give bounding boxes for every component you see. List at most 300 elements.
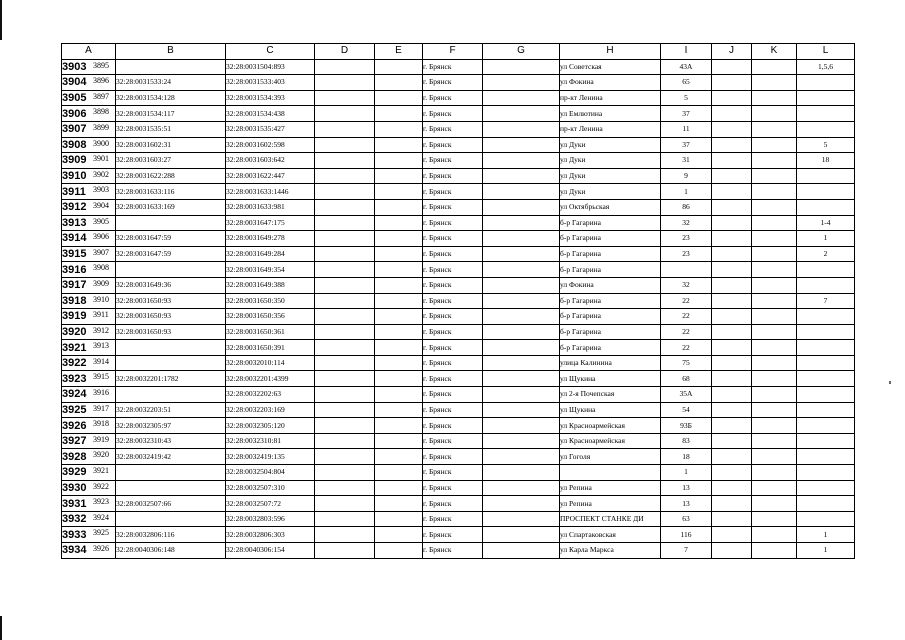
- cell-j: [712, 90, 752, 106]
- city-cell: г. Брянск: [423, 340, 483, 356]
- city-cell: г. Брянск: [423, 324, 483, 340]
- cadastral-number-c: 32:28:0032310:81: [226, 433, 315, 449]
- row-number: 3903: [62, 60, 87, 73]
- apartment-cell: [797, 106, 855, 122]
- table-row: [62, 231, 855, 247]
- table-row: [62, 340, 855, 356]
- house-number-cell: 18: [661, 449, 712, 465]
- cell-j: [712, 153, 752, 169]
- row-number-cell: [62, 246, 116, 262]
- cell-e: [375, 231, 423, 247]
- cell-d: [315, 309, 375, 325]
- cadastral-number-c: 32:28:0031602:598: [226, 137, 315, 153]
- cadastral-number-b: 32:28:0031533:24: [116, 75, 226, 91]
- apartment-cell: [797, 184, 855, 200]
- cadastral-number-b: 32:28:0031647:59: [116, 231, 226, 247]
- cell-e: [375, 137, 423, 153]
- street-cell: ул Щукина: [560, 371, 661, 387]
- cell-j: [712, 418, 752, 434]
- street-cell: б-р Гагарина: [560, 262, 661, 278]
- cadastral-number-b: 32:28:0031650:93: [116, 324, 226, 340]
- city-cell: г. Брянск: [423, 90, 483, 106]
- cell-k: [752, 106, 797, 122]
- table-row: [62, 277, 855, 293]
- street-cell: пр-кт Ленина: [560, 121, 661, 137]
- cell-g: [483, 496, 560, 512]
- row-number: 3910: [62, 170, 87, 183]
- street-cell: ул Фокина: [560, 277, 661, 293]
- cell-d: [315, 137, 375, 153]
- record-index: 3908: [93, 263, 109, 273]
- table-row: [62, 106, 855, 122]
- cell-d: [315, 387, 375, 403]
- cell-k: [752, 511, 797, 527]
- cell-e: [375, 168, 423, 184]
- row-number-cell: [62, 75, 116, 91]
- cadastral-number-b: 32:28:0031633:169: [116, 199, 226, 215]
- apartment-cell: [797, 418, 855, 434]
- row-number-cell: [62, 168, 116, 184]
- cell-g: [483, 293, 560, 309]
- apartment-cell: [797, 433, 855, 449]
- street-cell: б-р Гагарина: [560, 293, 661, 309]
- table-row: [62, 75, 855, 91]
- table-row: [62, 527, 855, 543]
- cell-k: [752, 246, 797, 262]
- cell-j: [712, 449, 752, 465]
- city-cell: г. Брянск: [423, 215, 483, 231]
- cell-g: [483, 277, 560, 293]
- house-number-cell: 31: [661, 153, 712, 169]
- cadastral-number-b: 32:28:0032305:97: [116, 418, 226, 434]
- record-index: 3907: [93, 247, 109, 257]
- street-cell: пр-кт Ленина: [560, 90, 661, 106]
- table-row: [62, 90, 855, 106]
- house-number-cell: 37: [661, 137, 712, 153]
- house-number-cell: 63: [661, 511, 712, 527]
- cell-k: [752, 75, 797, 91]
- house-number-cell: 65: [661, 75, 712, 91]
- cadastral-number-b: [116, 262, 226, 278]
- cell-e: [375, 433, 423, 449]
- apartment-cell: [797, 90, 855, 106]
- cell-j: [712, 543, 752, 559]
- cadastral-number-b: 32:28:0032806:116: [116, 527, 226, 543]
- cell-e: [375, 59, 423, 75]
- record-index: 3914: [93, 356, 109, 366]
- street-cell: ул Репина: [560, 496, 661, 512]
- city-cell: г. Брянск: [423, 246, 483, 262]
- cell-d: [315, 121, 375, 137]
- table-row: [62, 480, 855, 496]
- cadastral-number-b: [116, 480, 226, 496]
- cell-j: [712, 324, 752, 340]
- cell-j: [712, 184, 752, 200]
- cell-j: [712, 246, 752, 262]
- record-index: 3910: [93, 294, 109, 304]
- city-cell: г. Брянск: [423, 277, 483, 293]
- city-cell: г. Брянск: [423, 543, 483, 559]
- table-row: [62, 168, 855, 184]
- cell-g: [483, 527, 560, 543]
- cell-e: [375, 527, 423, 543]
- city-cell: г. Брянск: [423, 418, 483, 434]
- table-row: [62, 153, 855, 169]
- cadastral-number-b: [116, 215, 226, 231]
- cell-j: [712, 137, 752, 153]
- cell-j: [712, 355, 752, 371]
- cell-g: [483, 137, 560, 153]
- apartment-cell: [797, 309, 855, 325]
- row-number-cell: [62, 184, 116, 200]
- city-cell: г. Брянск: [423, 480, 483, 496]
- street-cell: ул Репина: [560, 480, 661, 496]
- cell-k: [752, 418, 797, 434]
- cell-j: [712, 75, 752, 91]
- city-cell: г. Брянск: [423, 293, 483, 309]
- cadastral-number-c: 32:28:0031650:361: [226, 324, 315, 340]
- record-index: 3902: [93, 169, 109, 179]
- cadastral-number-c: 32:28:0031535:427: [226, 121, 315, 137]
- record-index: 3911: [93, 310, 109, 320]
- address-register-table: [61, 43, 855, 559]
- row-number: 3922: [62, 357, 87, 370]
- cell-e: [375, 340, 423, 356]
- row-number: 3907: [62, 123, 87, 136]
- table-row: [62, 262, 855, 278]
- cadastral-number-c: 32:28:0031649:388: [226, 277, 315, 293]
- city-cell: г. Брянск: [423, 387, 483, 403]
- cadastral-number-c: 32:28:0032305:120: [226, 418, 315, 434]
- row-number-cell: [62, 121, 116, 137]
- cell-g: [483, 355, 560, 371]
- column-header-f: F: [423, 44, 483, 60]
- cell-j: [712, 340, 752, 356]
- cadastral-number-b: 32:28:0032203:51: [116, 402, 226, 418]
- cell-d: [315, 371, 375, 387]
- column-header-j: J: [712, 44, 752, 60]
- cell-g: [483, 215, 560, 231]
- row-number: 3905: [62, 92, 87, 105]
- cell-d: [315, 496, 375, 512]
- cadastral-number-c: 32:28:0032202:63: [226, 387, 315, 403]
- row-number: 3913: [62, 216, 87, 229]
- house-number-cell: 23: [661, 231, 712, 247]
- cell-e: [375, 246, 423, 262]
- cadastral-number-b: 32:28:0032201:1782: [116, 371, 226, 387]
- row-number: 3909: [62, 154, 87, 167]
- cadastral-number-b: [116, 340, 226, 356]
- apartment-cell: [797, 355, 855, 371]
- cell-d: [315, 90, 375, 106]
- cell-e: [375, 199, 423, 215]
- cell-j: [712, 121, 752, 137]
- cell-e: [375, 262, 423, 278]
- street-cell: ул Октябрьская: [560, 199, 661, 215]
- row-number: 3904: [62, 76, 87, 89]
- cell-j: [712, 106, 752, 122]
- row-number-cell: [62, 543, 116, 559]
- city-cell: г. Брянск: [423, 153, 483, 169]
- cell-d: [315, 262, 375, 278]
- apartment-cell: 1: [797, 527, 855, 543]
- cadastral-number-b: [116, 511, 226, 527]
- table-row: [62, 387, 855, 403]
- row-number: 3927: [62, 435, 87, 448]
- row-number: 3925: [62, 403, 87, 416]
- city-cell: г. Брянск: [423, 121, 483, 137]
- table-body: [62, 59, 855, 558]
- cadastral-number-b: [116, 355, 226, 371]
- table-row: [62, 137, 855, 153]
- row-number: 3918: [62, 294, 87, 307]
- apartment-cell: [797, 402, 855, 418]
- cell-e: [375, 106, 423, 122]
- row-number: 3931: [62, 497, 87, 510]
- cell-e: [375, 277, 423, 293]
- table-row: [62, 543, 855, 559]
- house-number-cell: [661, 262, 712, 278]
- cadastral-number-c: 32:28:0031647:175: [226, 215, 315, 231]
- cell-g: [483, 184, 560, 200]
- cell-k: [752, 277, 797, 293]
- city-cell: г. Брянск: [423, 449, 483, 465]
- cell-d: [315, 246, 375, 262]
- table-row: [62, 465, 855, 481]
- row-number: 3924: [62, 388, 87, 401]
- city-cell: г. Брянск: [423, 465, 483, 481]
- row-number-cell: [62, 465, 116, 481]
- cadastral-number-c: 32:28:0032803:596: [226, 511, 315, 527]
- cell-j: [712, 433, 752, 449]
- record-index: 3919: [93, 434, 109, 444]
- city-cell: г. Брянск: [423, 231, 483, 247]
- cell-k: [752, 433, 797, 449]
- table-row: [62, 402, 855, 418]
- cell-e: [375, 387, 423, 403]
- cell-d: [315, 168, 375, 184]
- cell-k: [752, 355, 797, 371]
- record-index: 3923: [93, 497, 109, 507]
- cell-e: [375, 75, 423, 91]
- cadastral-number-b: 32:28:0032310:43: [116, 433, 226, 449]
- column-header-h: H: [560, 44, 661, 60]
- cell-g: [483, 90, 560, 106]
- house-number-cell: 75: [661, 355, 712, 371]
- record-index: 3906: [93, 232, 109, 242]
- row-number: 3911: [62, 185, 86, 198]
- column-header-e: E: [375, 44, 423, 60]
- city-cell: г. Брянск: [423, 402, 483, 418]
- cell-g: [483, 153, 560, 169]
- row-number: 3921: [62, 341, 87, 354]
- street-cell: б-р Гагарина: [560, 340, 661, 356]
- cell-e: [375, 449, 423, 465]
- row-number-cell: [62, 59, 116, 75]
- cell-d: [315, 402, 375, 418]
- cadastral-number-b: [116, 59, 226, 75]
- row-number-cell: [62, 324, 116, 340]
- cadastral-number-c: 32:28:0031603:642: [226, 153, 315, 169]
- cell-k: [752, 231, 797, 247]
- cell-e: [375, 293, 423, 309]
- cell-d: [315, 418, 375, 434]
- city-cell: г. Брянск: [423, 59, 483, 75]
- column-header-row: [62, 44, 855, 60]
- column-header-i: I: [661, 44, 712, 60]
- row-number-cell: [62, 387, 116, 403]
- cadastral-number-b: 32:28:0031603:27: [116, 153, 226, 169]
- row-number-cell: [62, 527, 116, 543]
- row-number-cell: [62, 449, 116, 465]
- apartment-cell: [797, 449, 855, 465]
- house-number-cell: 32: [661, 277, 712, 293]
- cell-e: [375, 402, 423, 418]
- house-number-cell: 22: [661, 309, 712, 325]
- record-index: 3896: [93, 76, 109, 86]
- table-row: [62, 215, 855, 231]
- cell-d: [315, 480, 375, 496]
- city-cell: г. Брянск: [423, 433, 483, 449]
- street-cell: ул Фокина: [560, 75, 661, 91]
- table-row: [62, 449, 855, 465]
- cell-j: [712, 371, 752, 387]
- cell-j: [712, 309, 752, 325]
- table-row: [62, 496, 855, 512]
- apartment-cell: 7: [797, 293, 855, 309]
- cadastral-number-b: 32:28:0031650:93: [116, 293, 226, 309]
- cell-k: [752, 402, 797, 418]
- cell-k: [752, 215, 797, 231]
- cell-e: [375, 480, 423, 496]
- record-index: 3922: [93, 481, 109, 491]
- house-number-cell: 7: [661, 543, 712, 559]
- row-number-cell: [62, 199, 116, 215]
- city-cell: г. Брянск: [423, 184, 483, 200]
- cell-k: [752, 137, 797, 153]
- cadastral-number-b: [116, 465, 226, 481]
- table-row: [62, 199, 855, 215]
- row-number: 3932: [62, 513, 87, 526]
- row-number: 3920: [62, 325, 87, 338]
- city-cell: г. Брянск: [423, 137, 483, 153]
- street-cell: б-р Гагарина: [560, 309, 661, 325]
- row-number-cell: [62, 215, 116, 231]
- apartment-cell: [797, 277, 855, 293]
- cell-d: [315, 511, 375, 527]
- table-row: [62, 121, 855, 137]
- record-index: 3905: [93, 216, 109, 226]
- cell-j: [712, 293, 752, 309]
- house-number-cell: 86: [661, 199, 712, 215]
- street-cell: ул Красноармейская: [560, 418, 661, 434]
- cadastral-number-c: 32:28:0031534:438: [226, 106, 315, 122]
- house-number-cell: 22: [661, 324, 712, 340]
- row-number: 3923: [62, 372, 87, 385]
- house-number-cell: 13: [661, 496, 712, 512]
- house-number-cell: 22: [661, 293, 712, 309]
- cadastral-number-c: 32:28:0032419:135: [226, 449, 315, 465]
- cell-e: [375, 418, 423, 434]
- cadastral-number-c: 32:28:0031622:447: [226, 168, 315, 184]
- row-number: 3915: [62, 248, 87, 261]
- cell-e: [375, 371, 423, 387]
- cell-k: [752, 340, 797, 356]
- cadastral-number-c: 32:28:0032507:310: [226, 480, 315, 496]
- cell-d: [315, 449, 375, 465]
- house-number-cell: 1: [661, 184, 712, 200]
- table-row: [62, 246, 855, 262]
- cell-k: [752, 465, 797, 481]
- cell-k: [752, 309, 797, 325]
- record-index: 3895: [93, 60, 109, 70]
- city-cell: г. Брянск: [423, 75, 483, 91]
- cell-e: [375, 543, 423, 559]
- house-number-cell: 11: [661, 121, 712, 137]
- cell-g: [483, 340, 560, 356]
- cadastral-number-c: 32:28:0032203:169: [226, 402, 315, 418]
- table-row: [62, 309, 855, 325]
- column-header-l: L: [797, 44, 855, 60]
- cell-g: [483, 324, 560, 340]
- cadastral-number-b: 32:28:0040306:148: [116, 543, 226, 559]
- cell-k: [752, 496, 797, 512]
- cadastral-number-c: 32:28:0031650:350: [226, 293, 315, 309]
- street-cell: ул Дуки: [560, 184, 661, 200]
- cell-d: [315, 277, 375, 293]
- house-number-cell: 1: [661, 465, 712, 481]
- cell-g: [483, 511, 560, 527]
- row-number-cell: [62, 355, 116, 371]
- cadastral-number-b: 32:28:0031602:31: [116, 137, 226, 153]
- cell-d: [315, 543, 375, 559]
- row-number-cell: [62, 106, 116, 122]
- apartment-cell: [797, 262, 855, 278]
- apartment-cell: [797, 465, 855, 481]
- record-index: 3921: [93, 466, 109, 476]
- house-number-cell: 5: [661, 90, 712, 106]
- cadastral-number-b: 32:28:0031534:128: [116, 90, 226, 106]
- cell-e: [375, 121, 423, 137]
- column-header-k: K: [752, 44, 797, 60]
- scan-edge-mark-bottom: [0, 616, 2, 640]
- cell-k: [752, 121, 797, 137]
- street-cell: б-р Гагарина: [560, 231, 661, 247]
- apartment-cell: [797, 324, 855, 340]
- row-number-cell: [62, 231, 116, 247]
- cadastral-number-c: 32:28:0040306:154: [226, 543, 315, 559]
- street-cell: ул Советская: [560, 59, 661, 75]
- cell-k: [752, 387, 797, 403]
- house-number-cell: 83: [661, 433, 712, 449]
- cell-g: [483, 402, 560, 418]
- row-number-cell: [62, 340, 116, 356]
- cell-e: [375, 309, 423, 325]
- table-row: [62, 433, 855, 449]
- row-number: 3929: [62, 466, 87, 479]
- house-number-cell: 23: [661, 246, 712, 262]
- cell-k: [752, 527, 797, 543]
- column-header-d: D: [315, 44, 375, 60]
- table-row: [62, 59, 855, 75]
- table-row: [62, 371, 855, 387]
- record-index: 3897: [93, 91, 109, 101]
- cell-k: [752, 543, 797, 559]
- cell-e: [375, 215, 423, 231]
- cell-k: [752, 449, 797, 465]
- cell-j: [712, 480, 752, 496]
- column-header-a: A: [62, 44, 116, 60]
